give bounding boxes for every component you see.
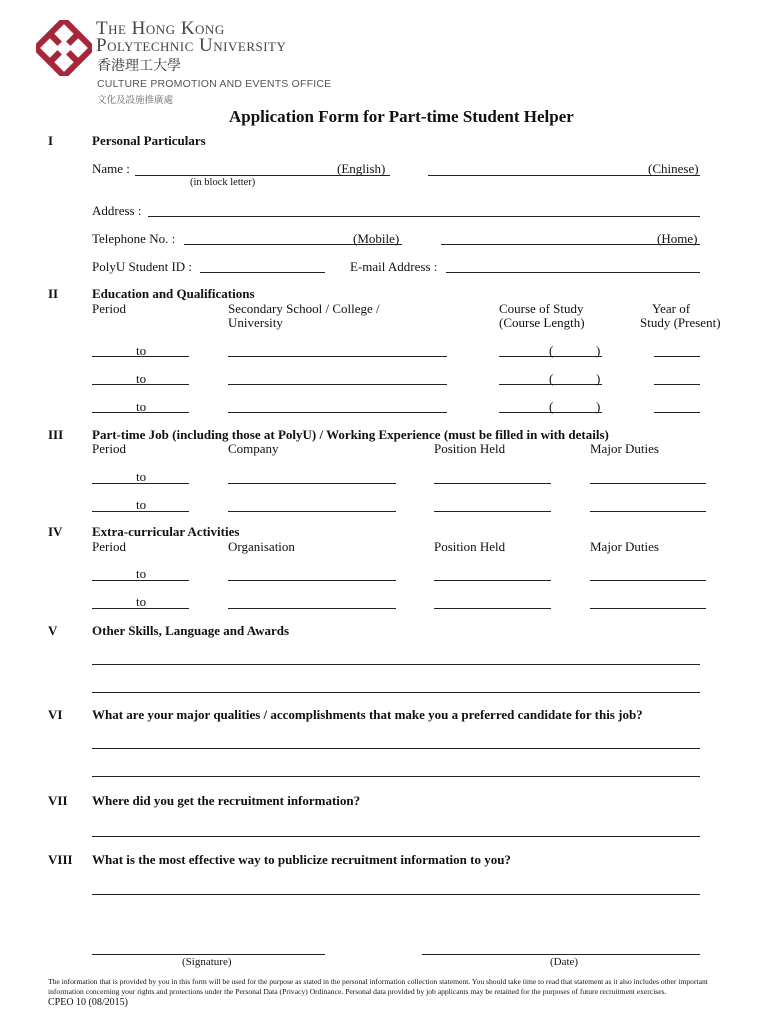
university-name-chinese: 香港理工大學 — [97, 58, 181, 74]
block-letter-note: (in block letter) — [190, 177, 256, 188]
to-label: to — [136, 399, 147, 414]
activity-row-1-duties-field[interactable] — [590, 580, 706, 581]
section-4-number: IV — [48, 524, 63, 539]
edu-row-1-year-field[interactable] — [654, 356, 700, 357]
activity-col-position: Position Held — [434, 539, 506, 554]
section-2-number: II — [48, 286, 59, 301]
edu-col-school-2: University — [228, 315, 283, 330]
job-row-1-duties-field[interactable] — [590, 483, 706, 484]
edu-col-year-2: Study (Present) — [640, 315, 721, 330]
polyu-logo — [36, 20, 92, 76]
paren-close: ) — [596, 399, 601, 414]
chinese-label: (Chinese) — [648, 161, 699, 176]
edu-col-period: Period — [92, 301, 126, 316]
job-row-1-position-field[interactable] — [434, 483, 551, 484]
job-row-2-position-field[interactable] — [434, 511, 551, 512]
signature-label: (Signature) — [182, 956, 232, 968]
to-label: to — [136, 343, 147, 358]
signature-field[interactable] — [92, 954, 325, 955]
section-1-title: Personal Particulars — [92, 133, 206, 148]
section-8-number: VIII — [48, 852, 73, 867]
section-6-number: VI — [48, 707, 63, 722]
edu-row-3-year-field[interactable] — [654, 412, 700, 413]
date-label: (Date) — [550, 956, 579, 968]
skills-field-line-1[interactable] — [92, 664, 700, 665]
paren-open: ( — [549, 399, 554, 414]
student-id-label: PolyU Student ID : — [92, 259, 193, 274]
edu-col-year-1: Year of — [652, 301, 691, 316]
activity-col-period: Period — [92, 539, 126, 554]
university-name-line2: Polytechnic University — [96, 35, 287, 56]
edu-row-1-school-field[interactable] — [228, 356, 447, 357]
activity-row-1-position-field[interactable] — [434, 580, 551, 581]
activity-col-duties: Major Duties — [590, 539, 659, 554]
student-id-field[interactable] — [200, 272, 325, 273]
to-label: to — [136, 566, 147, 581]
activity-row-1-org-field[interactable] — [228, 580, 396, 581]
edu-row-2-school-field[interactable] — [228, 384, 447, 385]
section-1-number: I — [48, 133, 54, 148]
section-4-title: Extra-curricular Activities — [92, 524, 240, 539]
paren-close: ) — [596, 343, 601, 358]
section-7-number: VII — [48, 793, 68, 808]
section-5-number: V — [48, 623, 58, 638]
publicize-method-field[interactable] — [92, 894, 700, 895]
to-label: to — [136, 497, 147, 512]
date-field[interactable] — [422, 954, 700, 955]
office-name: CULTURE PROMOTION AND EVENTS OFFICE — [97, 78, 332, 90]
section-2-title: Education and Qualifications — [92, 286, 255, 301]
to-label: to — [136, 469, 147, 484]
job-col-position: Position Held — [434, 441, 506, 456]
home-label: (Home) — [657, 231, 698, 246]
edu-col-course-2: (Course Length) — [499, 315, 585, 330]
qualities-field-line-2[interactable] — [92, 776, 700, 777]
edu-row-2-year-field[interactable] — [654, 384, 700, 385]
privacy-notice: The information that is provided by you in this form will be used for the purpose as stated in the personal information collection statement. You should take time to read that statement as it also includes other important information concerning your rights and protections under the Personal Data (Privacy) Ordinance. Personal data provided by job applicants may be retained for the purposes of future recruitment exercises. — [48, 977, 708, 996]
edu-row-3-school-field[interactable] — [228, 412, 447, 413]
section-3-title: Part-time Job (including those at PolyU) / Working Experience (must be filled in with details) — [92, 427, 609, 442]
job-col-period: Period — [92, 441, 126, 456]
section-6-title: What are your major qualities / accomplishments that make you a preferred candidate for this job? — [92, 707, 643, 722]
recruitment-source-field[interactable] — [92, 836, 700, 837]
english-label: (English) — [337, 161, 386, 176]
job-row-1-company-field[interactable] — [228, 483, 396, 484]
to-label: to — [136, 594, 147, 609]
form-code: CPEO 10 (08/2015) — [48, 997, 128, 1008]
section-5-title: Other Skills, Language and Awards — [92, 623, 290, 638]
form-title: Application Form for Part-time Student Helper — [229, 107, 574, 126]
job-row-2-duties-field[interactable] — [590, 511, 706, 512]
activity-row-2-position-field[interactable] — [434, 608, 551, 609]
email-label: E-mail Address : — [350, 259, 438, 274]
edu-col-school-1: Secondary School / College / — [228, 301, 380, 316]
job-row-2-company-field[interactable] — [228, 511, 396, 512]
university-name-line1: The Hong Kong — [96, 18, 225, 39]
telephone-label: Telephone No. : — [92, 231, 176, 246]
activity-row-2-org-field[interactable] — [228, 608, 396, 609]
name-label: Name : — [92, 161, 130, 176]
section-8-title: What is the most effective way to publicize recruitment information to you? — [92, 852, 511, 867]
qualities-field-line-1[interactable] — [92, 748, 700, 749]
mobile-label: (Mobile) — [353, 231, 400, 246]
activity-col-org: Organisation — [228, 539, 295, 554]
to-label: to — [136, 371, 147, 386]
job-col-company: Company — [228, 441, 279, 456]
job-col-duties: Major Duties — [590, 441, 659, 456]
edu-col-course-1: Course of Study — [499, 301, 584, 316]
email-field[interactable] — [446, 272, 700, 273]
address-label: Address : — [92, 203, 142, 218]
activity-row-2-duties-field[interactable] — [590, 608, 706, 609]
office-name-chinese: 文化及設施推廣處 — [97, 95, 174, 106]
paren-open: ( — [549, 371, 554, 386]
skills-field-line-2[interactable] — [92, 692, 700, 693]
polyu-knot-logo-icon — [36, 20, 92, 76]
paren-close: ) — [596, 371, 601, 386]
address-field[interactable] — [148, 216, 700, 217]
paren-open: ( — [549, 343, 554, 358]
section-7-title: Where did you get the recruitment information? — [92, 793, 361, 808]
section-3-number: III — [48, 427, 64, 442]
